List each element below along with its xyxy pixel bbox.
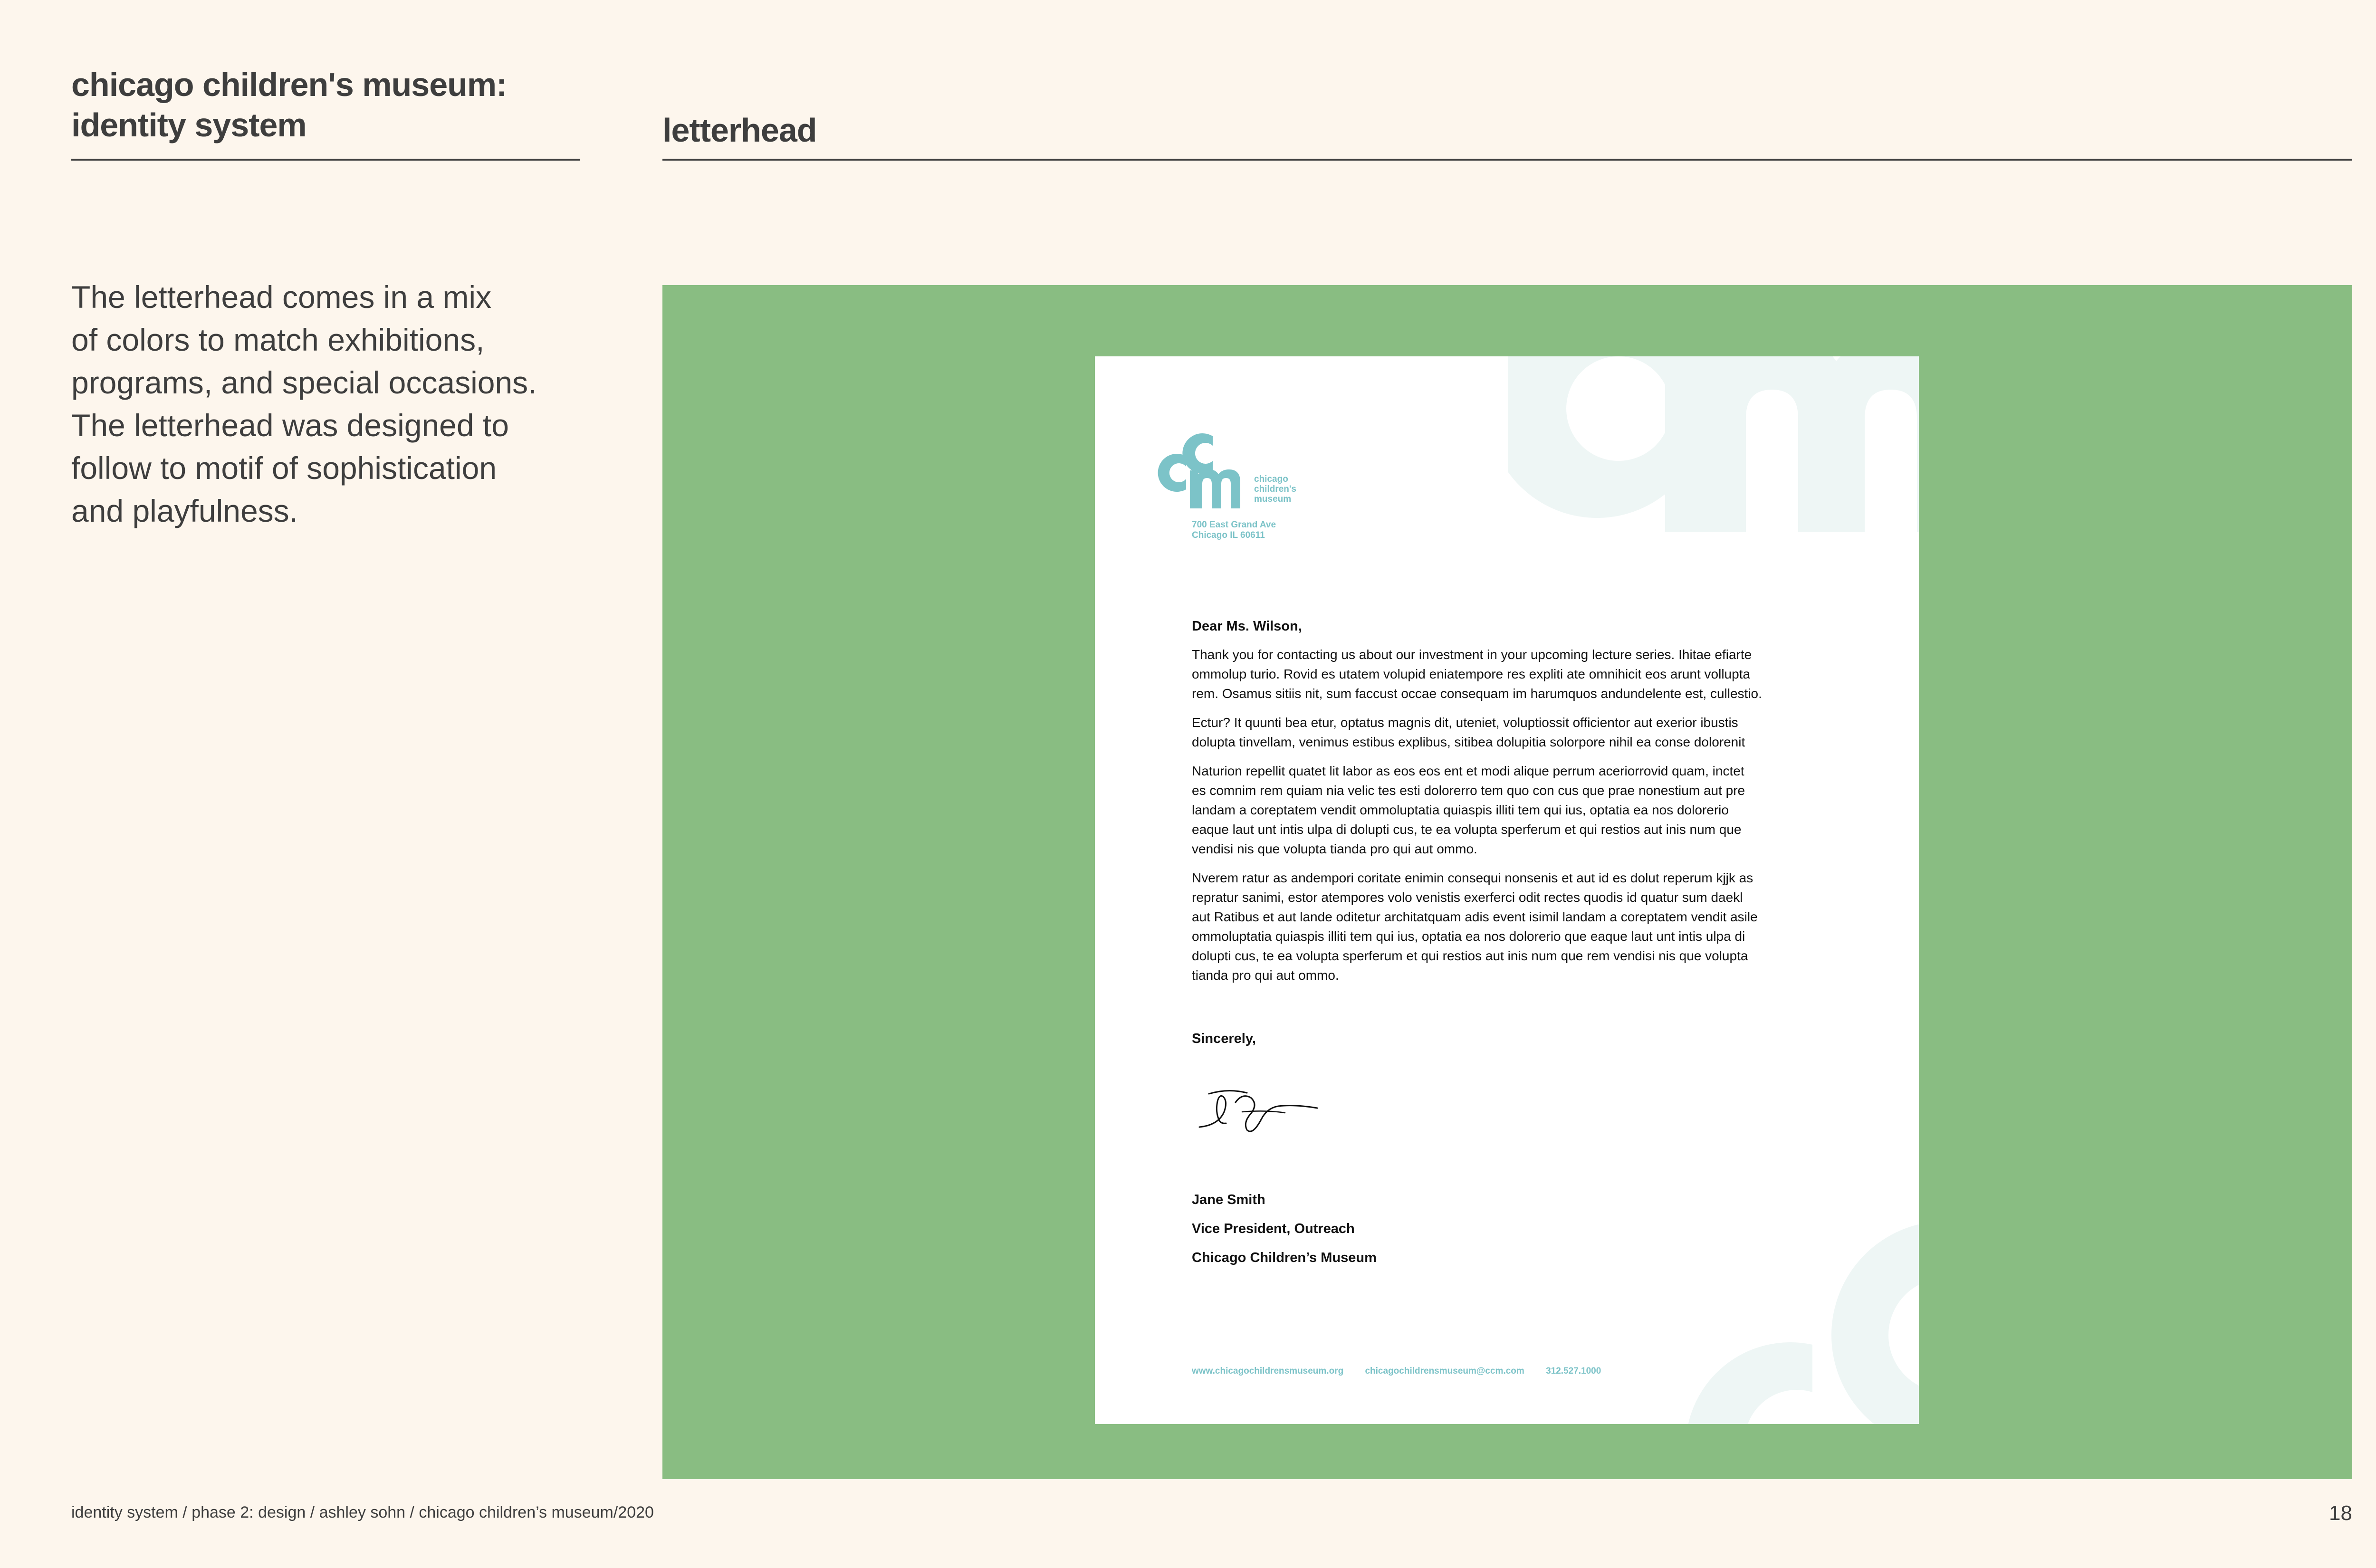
title-divider (71, 159, 580, 161)
paragraph-line: vendisi nis que volupta tianda pro qui aut ommo. (1192, 841, 1477, 856)
paragraph-line: repratur sanimi, estor atempores volo venistis exerferci odit rectes quodis id quatur sum daekl (1192, 890, 1743, 905)
document-title (71, 65, 580, 145)
letter-paragraph (1192, 713, 1833, 752)
page-footer-credit: identity system / phase 2: design / ashley sohn / chicago children’s museum/2020 (71, 1503, 654, 1521)
title-line-1: chicago children's museum: (71, 66, 507, 103)
paragraph-line: dolupti cus, te ea volupta sperferum et qui restios aut inis num que rem vendisi nis que volupta (1192, 948, 1748, 963)
paragraph-line: Naturion repellit quatet lit labor as eos eos ent et modi alique perrum aceriorrovid quam, inctet (1192, 764, 1744, 778)
description-line: The letterhead was designed to (71, 408, 509, 443)
page-number: 18 (2329, 1501, 2352, 1525)
paragraph-line: ommoluptatia quiaspis illiti tem qui ius, optatia ea nos dolorerio que eaque laut unt intis ulpa di (1192, 929, 1745, 944)
paragraph-line: es comnim rem quiam nia velic tes esti dolorerro tem quo con cus que prae nonestium aut pre (1192, 783, 1745, 798)
paragraph-line: aut Ratibus et aut lande oditetur architatquam adis event isimil landam a coreptatem vendit asile (1192, 909, 1758, 924)
paragraph-line: tianda pro qui aut ommo. (1192, 968, 1339, 983)
paragraph-line: ommolup turio. Rovid es utatem volupid eniatempore res expliti ate omnihicit eos arunt vollupta (1192, 667, 1751, 681)
ccm-logo-icon (1157, 423, 1252, 508)
museum-address (1192, 520, 1276, 541)
description-text (71, 276, 608, 532)
footer-phone: 312.527.1000 (1546, 1366, 1601, 1376)
section-divider (662, 159, 2352, 161)
paragraph-line: Ectur? It quunti bea etur, optatus magnis dit, uteniet, voluptiossit officientor aut exerior ibustis (1192, 715, 1738, 730)
signature-image (1190, 1083, 1328, 1136)
paragraph-line: Thank you for contacting us about our investment in your upcoming lecture series. Ihitae efiarte (1192, 647, 1752, 662)
signer-name: Jane Smith (1192, 1192, 1265, 1207)
signer-organization: Chicago Children’s Museum (1192, 1250, 1377, 1265)
title-line-2: identity system (71, 106, 307, 143)
description-line: follow to motif of sophistication (71, 450, 497, 486)
ccm-watermark-top (1508, 356, 1919, 542)
letter-closing: Sincerely, (1192, 1031, 1256, 1046)
paragraph-line: eaque laut unt intis ulpa di dolupti cus, te ea volupta sperferum et qui restios aut inis num que (1192, 822, 1742, 837)
letter-greeting: Dear Ms. Wilson, (1192, 619, 1302, 634)
logo-line: museum (1254, 494, 1292, 504)
paragraph-line: rem. Osamus sitiis nit, sum faccust occae consequam im harumquos andundelente est, cullestio. (1192, 686, 1762, 701)
section-title: letterhead (662, 112, 817, 149)
letterhead-footer (1192, 1366, 1620, 1377)
description-line: The letterhead comes in a mix (71, 279, 492, 315)
description-line: and playfulness. (71, 493, 298, 528)
signer-block (1192, 1186, 1377, 1272)
signer-title: Vice President, Outreach (1192, 1221, 1355, 1236)
logo-wordmark (1254, 474, 1296, 504)
paragraph-line: landam a coreptatem vendit ommoluptatia quiaspis illiti tem qui ius, optatia ea nos dolorerio (1192, 803, 1729, 817)
letter-paragraph (1192, 645, 1833, 703)
letter-paragraph (1192, 761, 1833, 859)
paragraph-line: Nverem ratur as andempori coritate enimin consequi nonsenis et aut id es dolut reperum kjjk as (1192, 870, 1753, 885)
footer-website: www.chicagochildrensmuseum.org (1192, 1366, 1344, 1376)
footer-email: chicagochildrensmuseum@ccm.com (1365, 1366, 1524, 1376)
letter-body (1192, 617, 1833, 994)
logo-line: children's (1254, 484, 1296, 494)
logo-line: chicago (1254, 474, 1288, 484)
ccm-watermark-bottom (1660, 1221, 1919, 1424)
description-line: programs, and special occasions. (71, 365, 537, 400)
address-line: 700 East Grand Ave (1192, 520, 1276, 530)
address-line: Chicago IL 60611 (1192, 530, 1265, 540)
paragraph-line: dolupta tinvellam, venimus estibus explibus, sitibea dolupitia solorpore nihil ea conse dolorenit (1192, 735, 1745, 749)
description-line: of colors to match exhibitions, (71, 322, 485, 357)
letterhead-sheet (1095, 356, 1919, 1424)
letter-paragraph (1192, 868, 1833, 985)
